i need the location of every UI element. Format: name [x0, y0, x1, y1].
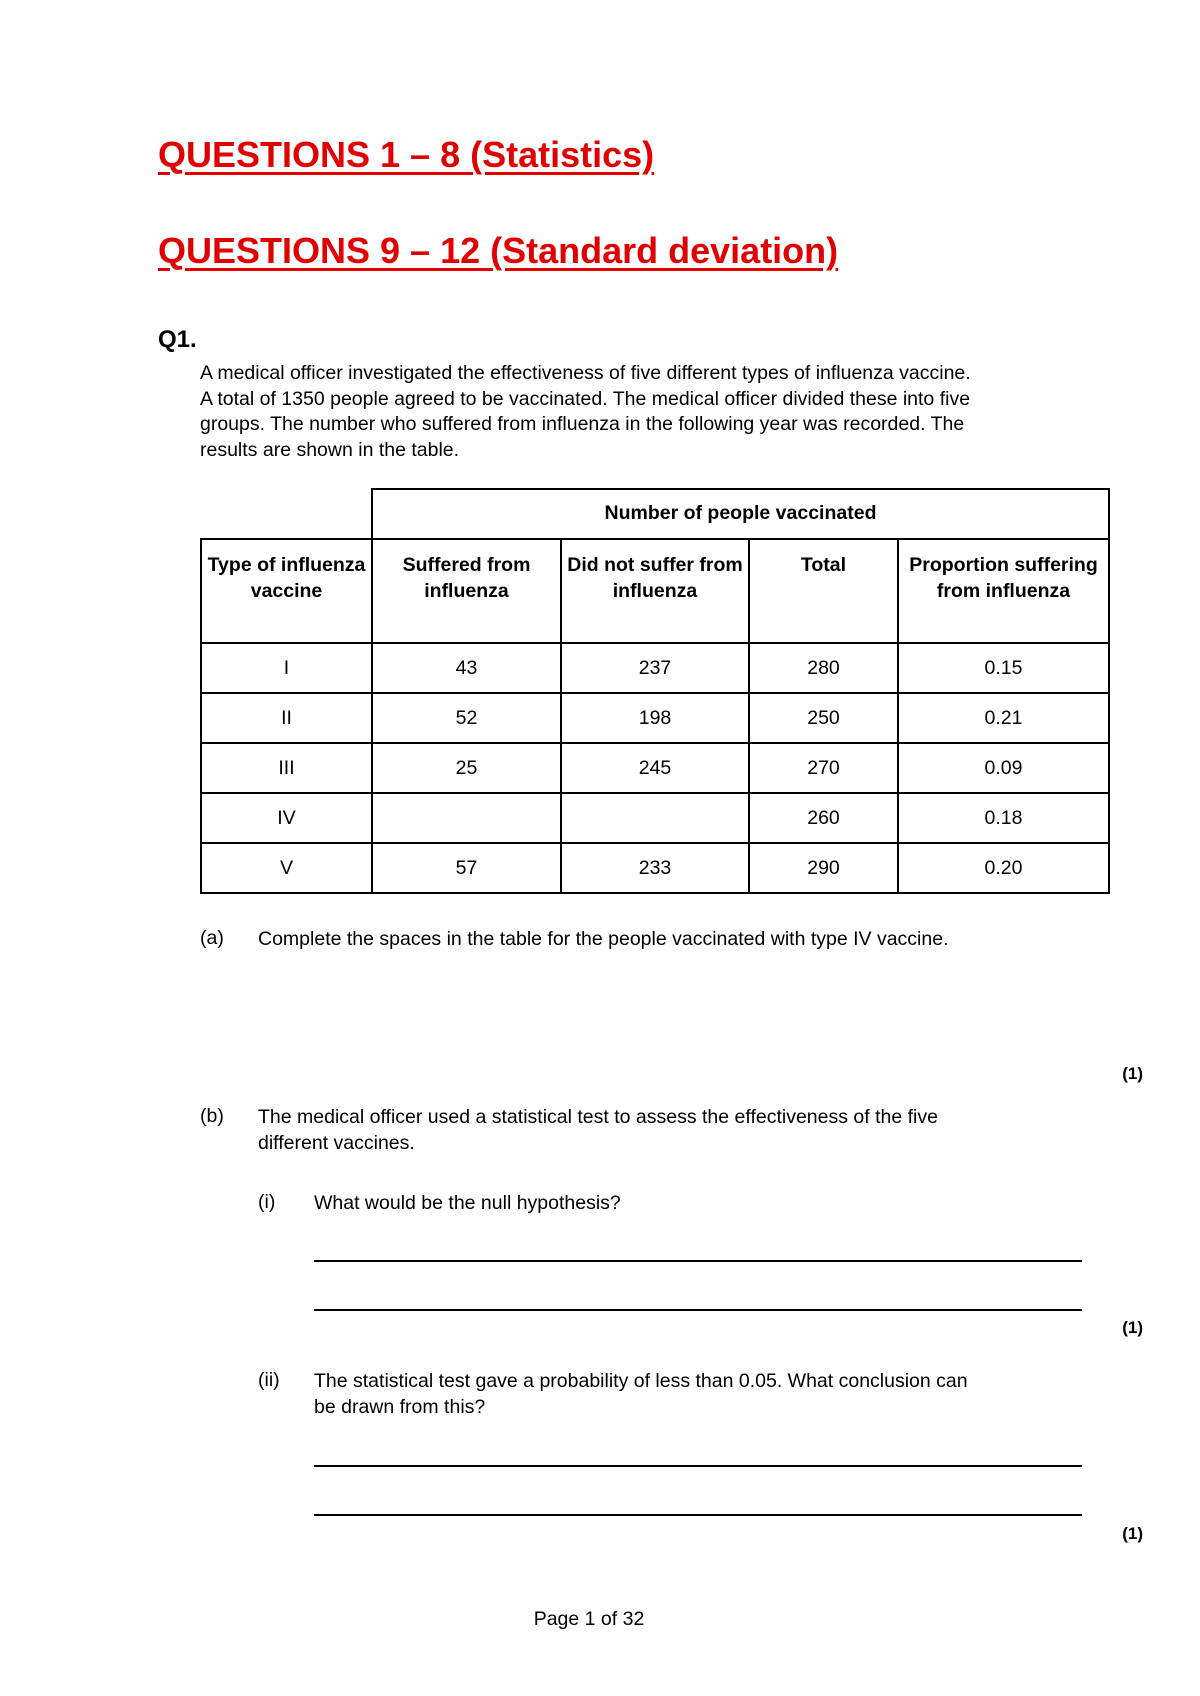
- part-b-i-text: What would be the null hypothesis?: [314, 1192, 621, 1214]
- intro-line: A medical officer investigated the effectiveness of five different types of influenza vaccine.: [200, 362, 971, 384]
- part-b-ii-text: [314, 1369, 1094, 1420]
- answer-line[interactable]: [314, 1514, 1082, 1516]
- section-heading-statistics: QUESTIONS 1 – 8 (Statistics): [158, 134, 655, 175]
- intro-line: A total of 1350 people agreed to be vaccinated. The medical officer divided these into five: [200, 387, 971, 410]
- table-row: [201, 793, 1109, 843]
- answer-line[interactable]: [314, 1309, 1082, 1311]
- column-header-did-not-suffer: Did not suffer from influenza: [561, 539, 749, 643]
- answer-line[interactable]: [314, 1260, 1082, 1262]
- page-footer: Page 1 of 32: [533, 1608, 645, 1630]
- column-header-suffered: Suffered from influenza: [372, 539, 561, 643]
- intro-line: results are shown in the table.: [200, 438, 460, 461]
- part-b-ii-marks: (1): [1122, 1524, 1143, 1543]
- part-a-text: Complete the spaces in the table for the people vaccinated with type IV vaccine.: [258, 928, 949, 950]
- answer-cell-suffered[interactable]: [372, 793, 561, 843]
- intro-line: groups. The number who suffered from influenza in the following year was recorded. The: [200, 413, 965, 435]
- table-row: [201, 843, 1109, 893]
- table-cell: 237: [561, 643, 749, 693]
- column-header-proportion: Proportion suffering from influenza: [898, 539, 1109, 643]
- table-cell: 290: [749, 843, 898, 893]
- table-cell: 0.09: [898, 743, 1109, 793]
- table-cell: 260: [749, 793, 898, 843]
- table-cell: V: [201, 843, 372, 893]
- table-cell: 233: [561, 843, 749, 893]
- table-cell: 280: [749, 643, 898, 693]
- table-cell: 198: [561, 693, 749, 743]
- table-cell: 0.21: [898, 693, 1109, 743]
- part-b-i-marks: (1): [1122, 1318, 1143, 1337]
- part-a-label: (a): [200, 927, 224, 949]
- part-b-ii-label: (ii): [258, 1369, 280, 1391]
- question-intro: [200, 361, 1100, 463]
- table-row: [201, 743, 1109, 793]
- table-cell: IV: [201, 793, 372, 843]
- table-cell: 52: [372, 693, 561, 743]
- table-cell: III: [201, 743, 372, 793]
- answer-cell-did-not-suffer[interactable]: [561, 793, 749, 843]
- part-b-line: The medical officer used a statistical test to assess the effectiveness of the five: [258, 1106, 938, 1128]
- table-cell: 0.18: [898, 793, 1109, 843]
- table-cell: 270: [749, 743, 898, 793]
- answer-line[interactable]: [314, 1465, 1082, 1467]
- part-b-text: [258, 1105, 1078, 1156]
- part-b-label: (b): [200, 1105, 224, 1127]
- table-cell: 57: [372, 843, 561, 893]
- section-heading-standard-deviation: QUESTIONS 9 – 12 (Standard deviation): [158, 230, 839, 271]
- table-cell: 250: [749, 693, 898, 743]
- table-row: [201, 643, 1109, 693]
- table-cell: 43: [372, 643, 561, 693]
- part-b-i-label: (i): [258, 1191, 276, 1213]
- table-cell: I: [201, 643, 372, 693]
- part-a-marks: (1): [1122, 1064, 1143, 1083]
- table-cell: 0.20: [898, 843, 1109, 893]
- part-b-line: different vaccines.: [258, 1131, 415, 1154]
- column-header-total: Total: [749, 539, 898, 643]
- table-cell: 0.15: [898, 643, 1109, 693]
- table-row: [201, 693, 1109, 743]
- table-cell: II: [201, 693, 372, 743]
- table-group-header: Number of people vaccinated: [372, 489, 1109, 539]
- vaccine-table: [200, 488, 1110, 894]
- column-header-type: Type of influenza vaccine: [201, 539, 372, 643]
- part-b-ii-line: The statistical test gave a probability of less than 0.05. What conclusion can: [314, 1370, 968, 1392]
- table-corner-blank: [201, 489, 372, 539]
- table-cell: 25: [372, 743, 561, 793]
- part-b-ii-line: be drawn from this?: [314, 1395, 486, 1418]
- table-cell: 245: [561, 743, 749, 793]
- question-number: Q1.: [158, 326, 197, 353]
